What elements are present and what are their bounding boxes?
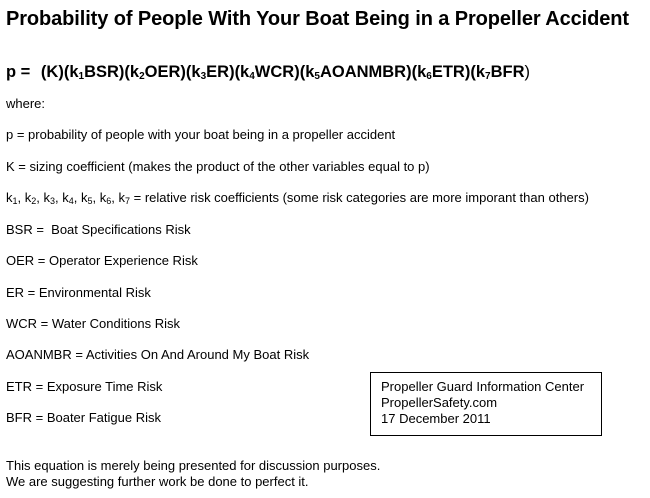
formula-lhs: p = xyxy=(6,63,31,81)
source-website: PropellerSafety.com xyxy=(381,395,498,410)
definition-aoanmbr: AOANMBR = Activities On And Around My Boat Risk xyxy=(6,347,310,362)
formula-term-er: (k3ER) xyxy=(185,63,235,82)
definition-bfr: BFR = Boater Fatigue Risk xyxy=(6,410,161,425)
definition-k-coefficients: k1, k2, k3, k4, k5, k6, k7 = relative risk coefficients (some risk categories are more imporant than others) xyxy=(6,190,589,206)
disclaimer-note xyxy=(6,458,380,490)
definition-p: p = probability of people with your boat being in a propeller accident xyxy=(6,127,396,142)
formula-term-wcr: (k4WCR) xyxy=(234,63,300,82)
source-box xyxy=(370,372,602,436)
where-label: where: xyxy=(6,96,46,111)
definition-bsr: BSR = Boat Specifications Risk xyxy=(6,222,191,237)
probability-formula xyxy=(6,63,530,82)
definition-er: ER = Environmental Risk xyxy=(6,285,151,300)
definition-wcr: WCR = Water Conditions Risk xyxy=(6,316,180,331)
definition-oer: OER = Operator Experience Risk xyxy=(6,253,198,268)
formula-term-etr: (k6ETR) xyxy=(411,63,471,82)
source-date: 17 December 2011 xyxy=(381,411,491,426)
formula-term-bfr: (k7BFR) xyxy=(470,63,530,82)
formula-term-aoanmbr: (k5AOANMBR) xyxy=(299,63,412,82)
page-title: Probability of People With Your Boat Being in a Propeller Accident xyxy=(6,8,629,30)
definition-etr: ETR = Exposure Time Risk xyxy=(6,379,163,394)
disclaimer-line-1: This equation is merely being presented for discussion purposes. xyxy=(6,458,381,473)
formula-term-oer: (k2OER) xyxy=(124,63,186,82)
formula-term-k: (K) xyxy=(40,63,64,81)
source-organization: Propeller Guard Information Center xyxy=(381,379,585,394)
disclaimer-line-2: We are suggesting further work be done to perfect it. xyxy=(6,474,309,489)
definition-k: K = sizing coefficient (makes the product of the other variables equal to p) xyxy=(6,159,430,174)
formula-term-bsr: (k1BSR) xyxy=(63,63,125,82)
